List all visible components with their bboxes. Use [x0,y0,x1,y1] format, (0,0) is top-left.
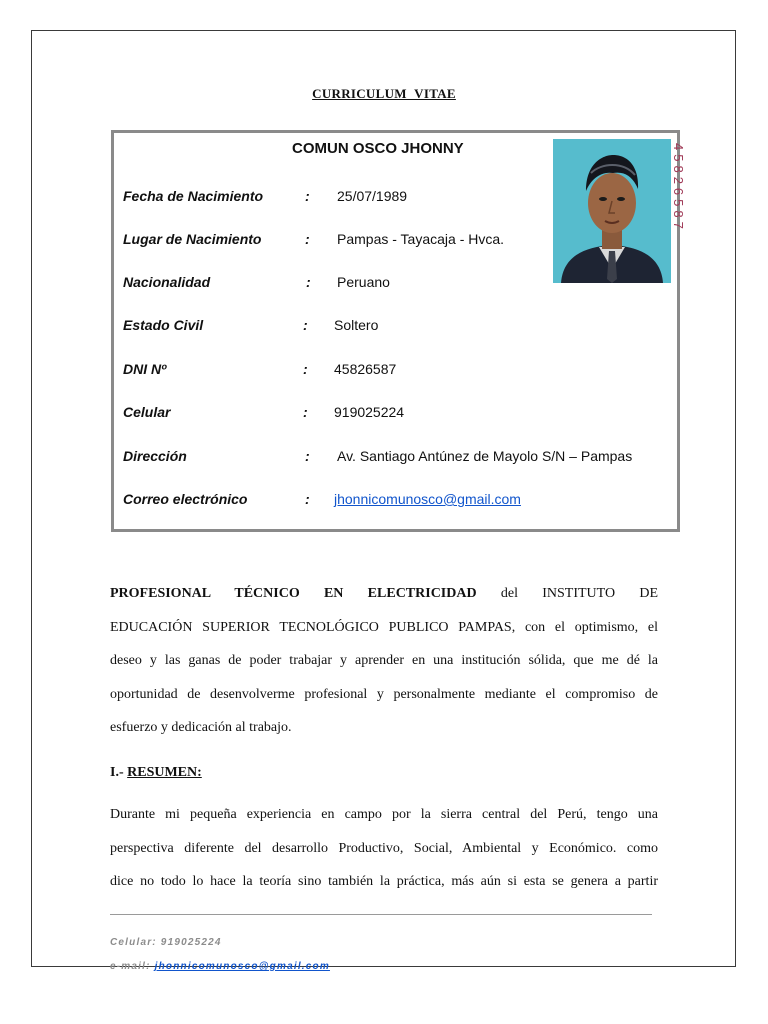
paragraph-line: oportunidad de desenvolverme profesional y personalmente mediante el compromiso de [110,686,658,702]
section-heading-resumen [110,765,202,781]
person-portrait-icon [553,139,671,283]
field-label: Lugar de Nacimiento [123,231,262,247]
resumen-paragraph [110,798,658,899]
profession-title: PROFESIONAL TÉCNICO EN ELECTRICIDAD [110,586,477,601]
field-label: Estado Civil [123,317,204,333]
paragraph-text: del INSTITUTO DE [476,586,658,601]
field-value: Soltero [334,317,379,333]
field-label: Correo electrónico [123,491,248,507]
field-colon: : [305,448,310,464]
field-colon: : [305,491,310,507]
paragraph-line: Durante mi pequeña experiencia en campo por la sierra central del Perú, tengo una [110,807,658,822]
field-colon: : [303,361,308,377]
field-colon: : [303,317,308,333]
field-value: Pampas - Tayacaja - Hvca. [337,231,505,247]
field-colon: : [306,274,311,290]
intro-paragraph [110,577,658,745]
paragraph-line [110,577,658,611]
document-title: CURRICULUM VITAE [312,86,456,101]
footer-divider [110,914,652,915]
field-label: Celular [123,404,171,420]
field-value: 919025224 [334,404,405,420]
paragraph-line: dice no todo lo hace la teoría sino también la práctica, más aún si esta se genera a partir [110,874,658,889]
field-colon: : [305,231,310,247]
paragraph-line: perspectiva diferente del desarrollo Productivo, Social, Ambiental y Económico. como [110,840,658,856]
field-label: Fecha de Nacimiento [123,188,264,204]
field-colon: : [305,188,310,204]
paragraph-line: deseo y las ganas de poder trabajar y aprender en una institución sólida, que me dé la [110,653,658,668]
full-name: COMUN OSCO JHONNY [292,140,464,157]
id-digits-text: 45826587 [671,143,686,233]
footer-email-label: e-mail: [110,961,155,972]
field-value: 45826587 [334,361,397,377]
footer-phone: Celular: 919025224 [110,937,222,948]
field-label: Dirección [123,448,187,464]
footer-email-link[interactable]: jhonnicomunosco@gmail.com [154,961,330,972]
section-number: I.- [110,765,128,780]
field-colon: : [303,404,308,420]
field-label: Nacionalidad [123,274,211,290]
email-link[interactable]: jhonnicomunosco@gmail.com [334,491,521,507]
field-value: Peruano [337,274,390,290]
profile-photo [553,139,686,283]
photo-background [553,139,671,283]
footer-email [110,961,330,972]
photo-id-digits [671,139,687,283]
field-value: Av. Santiago Antúnez de Mayolo S/N – Pampas [337,448,633,464]
field-label: DNI Nº [123,361,167,377]
section-title: RESUMEN: [127,765,202,780]
paragraph-line: esfuerzo y dedicación al trabajo. [110,720,292,735]
field-value: 25/07/1989 [337,188,408,204]
paragraph-line: EDUCACIÓN SUPERIOR TECNOLÓGICO PUBLICO PAMPAS, con el optimismo, el [110,619,658,635]
